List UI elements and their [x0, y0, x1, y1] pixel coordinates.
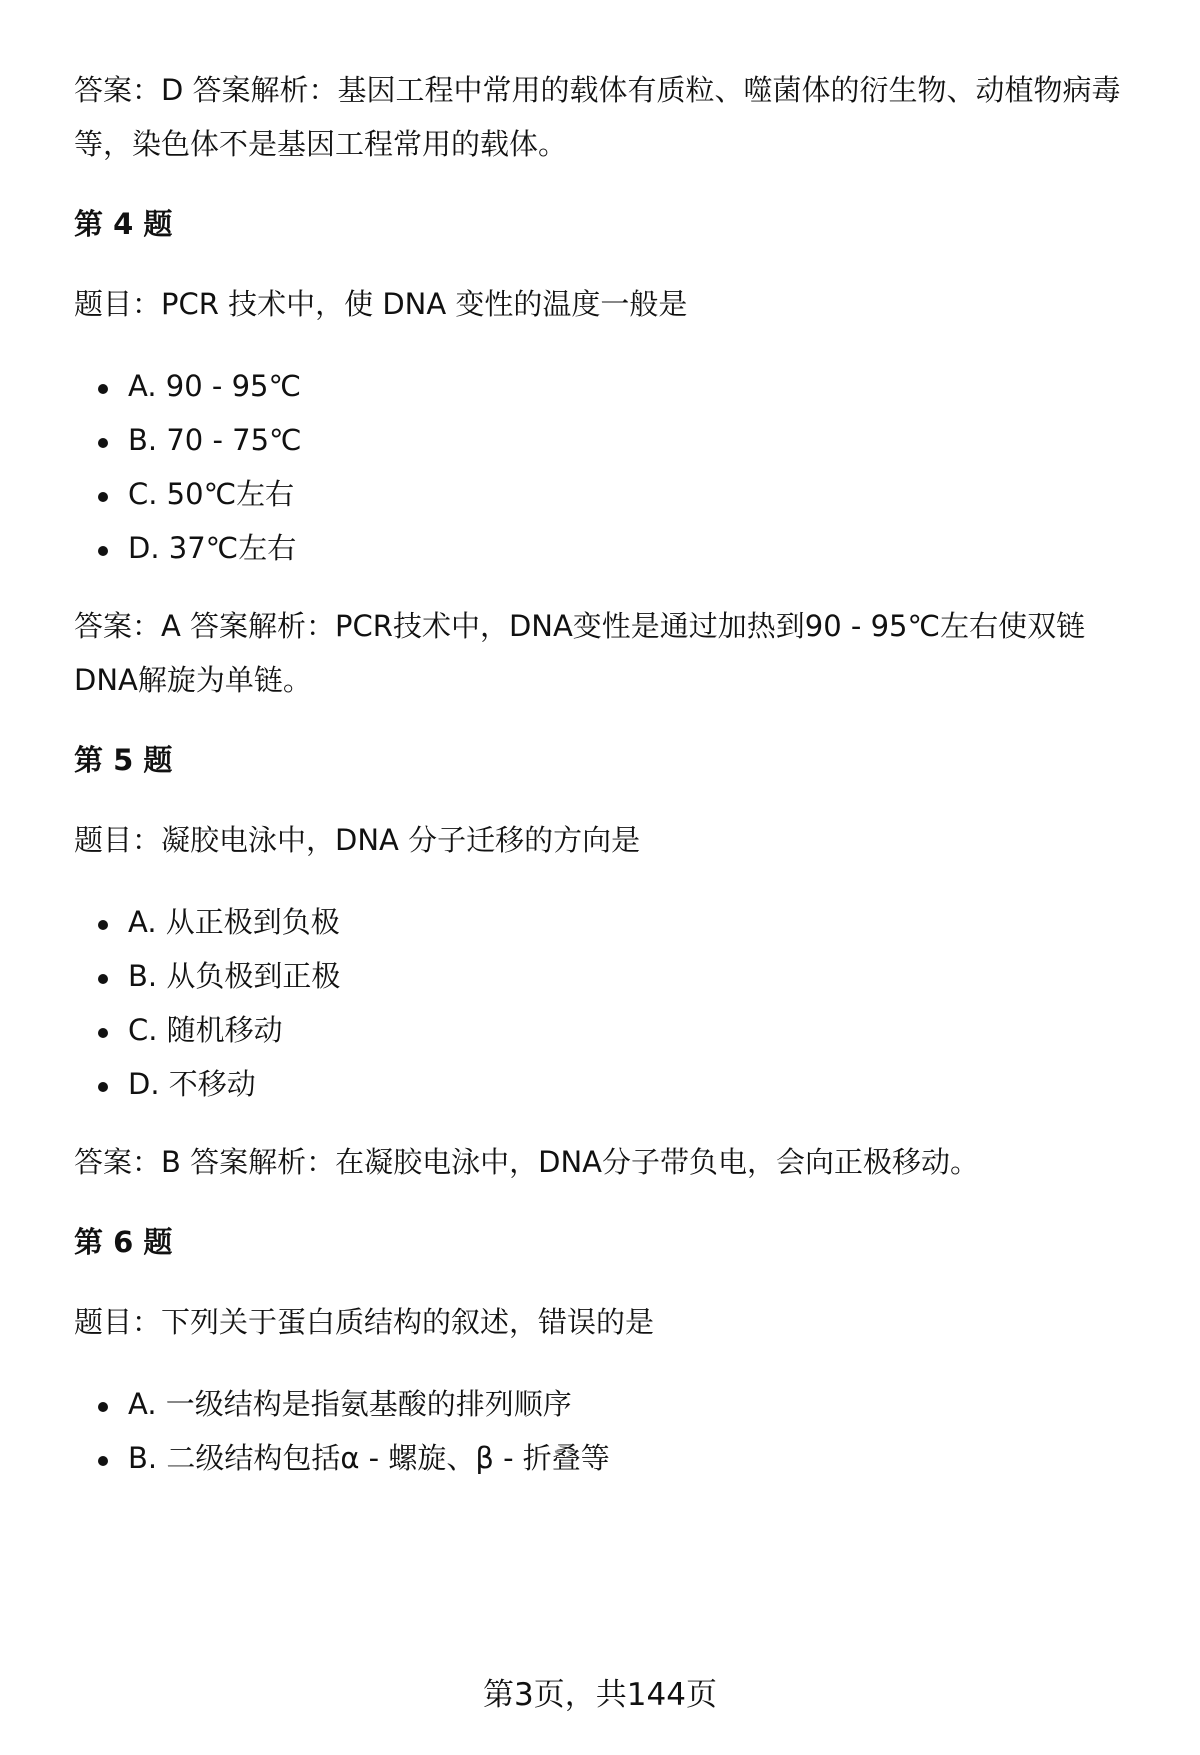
question-6-option-b: B. 二级结构包括α - 螺旋、β - 折叠等 [128, 1441, 610, 1475]
question-4-option-b: B. 70 - 75℃ [128, 423, 302, 457]
question-4-heading: 第 4 题 [74, 207, 173, 241]
answer-3-line-2: 等，染色体不是基因工程常用的载体。 [74, 127, 568, 161]
question-5-option-b: B. 从负极到正极 [128, 959, 341, 993]
bullet-icon [98, 546, 108, 556]
bullet-icon [98, 438, 108, 448]
bullet-icon [98, 492, 108, 502]
question-4-option-a: A. 90 - 95℃ [128, 369, 302, 403]
question-4-option-d: D. 37℃左右 [128, 531, 297, 565]
question-6-text: 题目：下列关于蛋白质结构的叙述，错误的是 [74, 1305, 655, 1339]
bullet-icon [98, 384, 108, 394]
question-5-text: 题目：凝胶电泳中，DNA 分子迁移的方向是 [74, 823, 641, 857]
answer-4-line-2: DNA解旋为单链。 [74, 663, 312, 697]
bullet-icon [98, 1028, 108, 1038]
bullet-icon [98, 1456, 108, 1466]
answer-5-line-1: 答案：B 答案解析：在凝胶电泳中，DNA分子带负电，会向正极移动。 [74, 1145, 979, 1179]
question-5-option-a: A. 从正极到负极 [128, 905, 340, 939]
answer-4-line-1: 答案：A 答案解析：PCR技术中，DNA变性是通过加热到90 - 95℃左右使双链 [74, 609, 1086, 643]
question-4-text: 题目：PCR 技术中，使 DNA 变性的温度一般是 [74, 287, 688, 321]
question-5-option-c: C. 随机移动 [128, 1013, 283, 1047]
bullet-icon [98, 920, 108, 930]
bullet-icon [98, 1402, 108, 1412]
question-5-option-d: D. 不移动 [128, 1067, 256, 1101]
question-5-heading: 第 5 题 [74, 743, 173, 777]
bullet-icon [98, 974, 108, 984]
question-6-heading: 第 6 题 [74, 1225, 173, 1259]
answer-3-line-1: 答案：D 答案解析：基因工程中常用的载体有质粒、噬菌体的衍生物、动植物病毒 [74, 73, 1121, 107]
page-number-footer: 第3页，共144页 [483, 1677, 717, 1713]
question-6-option-a: A. 一级结构是指氨基酸的排列顺序 [128, 1387, 572, 1421]
bullet-icon [98, 1082, 108, 1092]
question-4-option-c: C. 50℃左右 [128, 477, 295, 511]
